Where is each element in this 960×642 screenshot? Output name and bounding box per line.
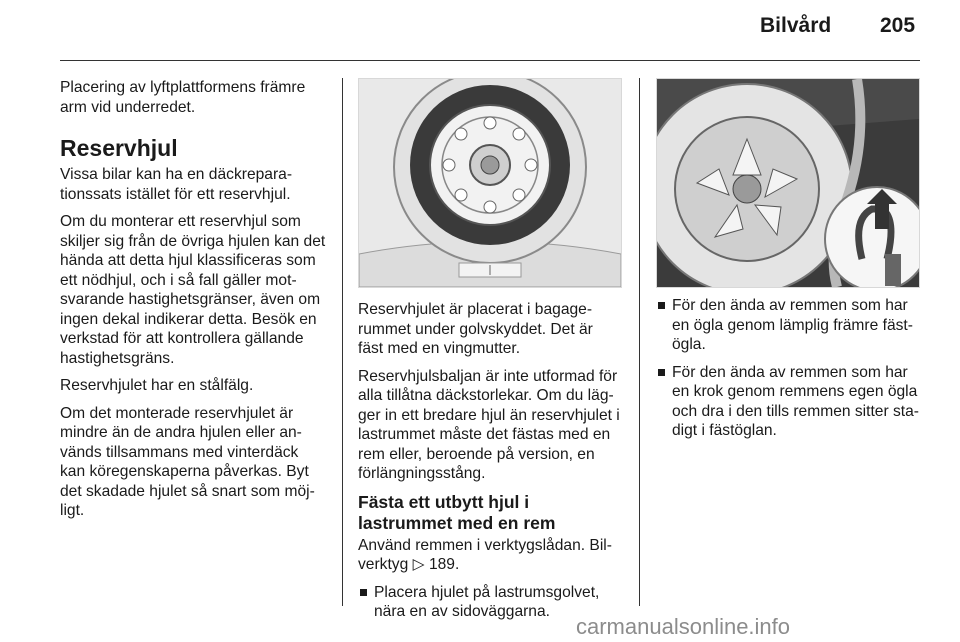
bullet-square-icon	[658, 369, 665, 376]
paragraph: Om du monterar ett reservhjul som skiljer sig från de övriga hjulen kan det hända att detta hjul klassificeras som ett nödhjul, och i så fall gäller motsvarande hastighetsgränser, även om ingen dekal indikerar detta. Besök en verkstad för att kontrollera gällande hastighetsgräns.	[60, 213, 326, 367]
list-item: För den ända av remmen som har en krok genom remmens egen ögla och dra i den tills remmen sitter stadigt i fästöglan.	[656, 363, 920, 441]
column-divider	[342, 78, 343, 606]
bullet-square-icon	[360, 589, 367, 596]
page-header-title: Bilvård	[760, 14, 832, 37]
section-heading-fasta-hjul: Fästa ett utbytt hjul i lastrummet med en rem	[358, 491, 556, 533]
page-number: 205	[880, 14, 916, 37]
paragraph: Reservhjulet är placerat i bagagerummet under golvskyddet. Det är fäst med en vingmutter.	[358, 301, 593, 357]
list-item: För den ända av remmen som har en ögla genom lämplig främre fästögla.	[656, 296, 920, 355]
paragraph: Om det monterade reservhjulet är mindre än de andra hjulen eller används tillsammans med vinterdäck kan köregenskaperna påverkas. Byt det skadade hjulet så snart som möjligt.	[60, 404, 315, 519]
intro-text: Placering av lyftplattformens främre arm vid underredet.	[60, 79, 306, 116]
spare-wheel-drawing	[359, 79, 621, 287]
strap-fastening-illustration	[656, 78, 920, 288]
strap-fastening-drawing	[657, 79, 919, 287]
paragraph: Reservhjulet har en stålfälg.	[60, 377, 254, 394]
list-item: Placera hjulet på lastrumsgolvet, nära en av sidoväggarna.	[358, 583, 622, 622]
column-1	[60, 78, 326, 529]
page-reference-icon: ▷	[412, 556, 425, 573]
paragraph: Använd remmen i verktygslådan. Bilverktyg ▷ 189.	[358, 536, 612, 573]
paragraph: Reservhjulsbaljan är inte utformad för alla tillåtna däckstorlekar. Om du lägger in ett bredare hjul än reservhjulet i lastrummet måste det fästas med en rem eller, beroende på version, en förlängningsstång.	[358, 367, 620, 482]
bullet-square-icon	[658, 302, 665, 309]
watermark: carmanualsonline.info	[576, 614, 791, 639]
section-heading-reservhjul: Reservhjul	[60, 135, 178, 161]
spare-wheel-illustration	[358, 78, 622, 288]
header-rule	[60, 60, 920, 61]
column-3	[656, 296, 920, 449]
paragraph: Vissa bilar kan ha en däckreparationssats istället för ett reservhjul.	[60, 166, 293, 203]
column-2	[358, 300, 622, 630]
column-divider	[639, 78, 640, 606]
